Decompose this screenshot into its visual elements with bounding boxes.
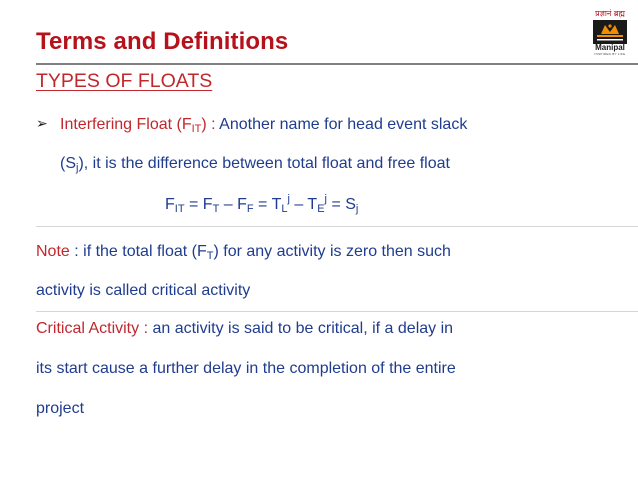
critical-activity-line: Critical Activity : an activity is said to be critical, if a delay in <box>36 320 454 337</box>
divider-2 <box>36 311 638 312</box>
critical-activity-line-2: its start cause a further delay in the completion of the entire <box>36 360 456 377</box>
manipal-logo <box>589 8 631 56</box>
title-divider <box>36 63 638 65</box>
interfering-float-line <box>36 115 467 134</box>
arrow-bullet-icon: ➢ <box>36 115 48 131</box>
note-line: Note : if the total float $(F_T)$ for any activity is zero then such <box>36 243 451 262</box>
formula: $F_{IT} = F_T - F_F = T_L^j - T_E^j = S_j$ <box>165 193 359 215</box>
note-line-2: activity is called critical activity <box>36 282 251 299</box>
critical-activity-line-3: project <box>36 400 85 417</box>
section-heading: TYPES OF FLOATS <box>36 70 213 92</box>
interfering-float-line-2: $(S_j)$, it is the difference between total float and free float <box>60 155 450 174</box>
logo-tagline: INSPIRED BY LIFE <box>594 52 626 56</box>
divider-1 <box>36 226 638 227</box>
logo-motto: प्रज्ञानं ब्रह्म <box>595 9 625 18</box>
interfering-desc: Another name for head event slack <box>219 116 468 133</box>
critical-label: Critical Activity : <box>36 320 153 337</box>
interfering-label: Interfering Float $(F_{IT})$ : <box>60 116 220 135</box>
logo-emblem-icon <box>593 20 627 44</box>
logo-name: Manipal <box>595 43 625 52</box>
page-title: Terms and Definitions <box>36 28 289 55</box>
note-label: Note <box>36 243 70 260</box>
